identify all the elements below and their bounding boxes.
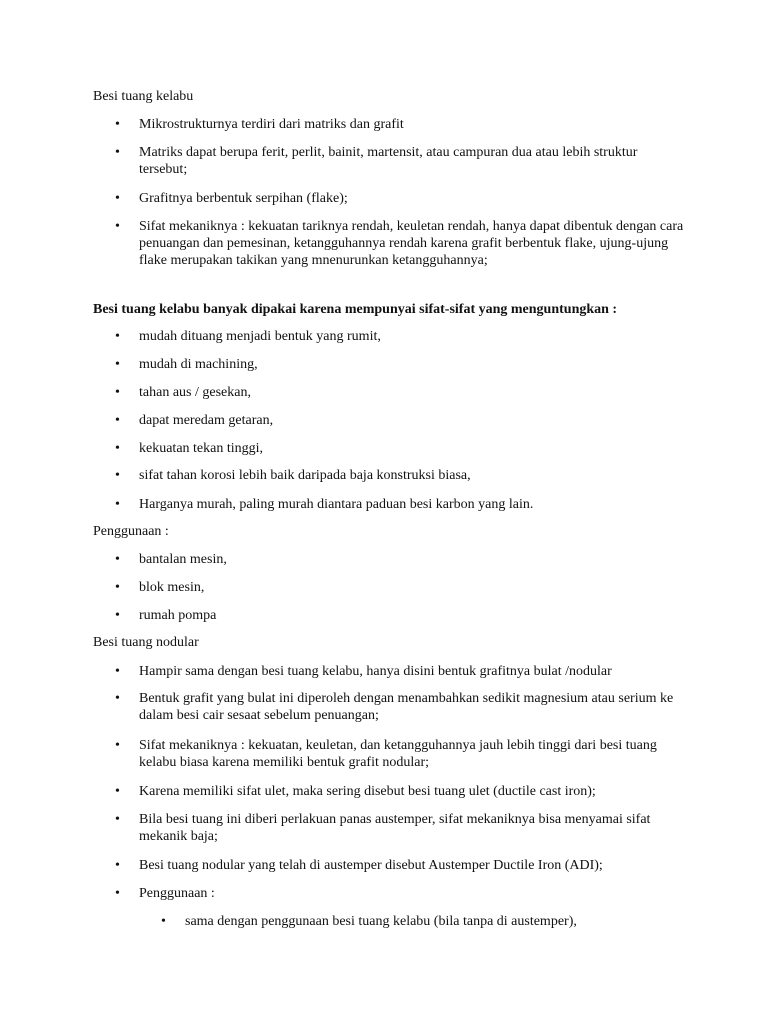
bullet-icon: • [115, 117, 120, 132]
list-item [115, 551, 687, 568]
list-item [115, 607, 687, 624]
bullet-icon: • [115, 784, 120, 799]
advantages-heading: Besi tuang kelabu banyak dipakai karena mempunyai sifat-sifat yang menguntungkan : [93, 302, 618, 317]
list-item-text: Grafitnya berbentuk serpihan (flake); [139, 191, 348, 206]
list-item-text: Sifat mekaniknya : kekuatan, keuletan, dan ketangguhannya jauh lebih tinggi dari besi tuang kelabu biasa karena memiliki bentuk grafit nodular; [139, 738, 657, 770]
bullet-icon: • [115, 691, 120, 706]
bullet-icon: • [115, 812, 120, 827]
list-item-text: Mikrostrukturnya terdiri dari matriks dan grafit [139, 117, 404, 132]
list-item [115, 356, 687, 373]
bullet-icon: • [115, 738, 120, 753]
list-item [115, 737, 687, 771]
bullet-icon: • [115, 580, 120, 595]
list-item [115, 144, 687, 178]
bullet-icon: • [115, 441, 120, 456]
bullet-icon: • [115, 664, 120, 679]
list-item [115, 783, 687, 800]
list-item-text: Karena memiliki sifat ulet, maka sering disebut besi tuang ulet (ductile cast iron); [139, 784, 596, 799]
bullet-icon: • [115, 357, 120, 372]
list-item-text: mudah dituang menjadi bentuk yang rumit, [139, 329, 381, 344]
list-item-text: sifat tahan korosi lebih baik daripada baja konstruksi biasa, [139, 468, 471, 483]
list-item-text: Penggunaan : [139, 886, 215, 901]
bullet-icon: • [115, 413, 120, 428]
list-item [115, 467, 687, 484]
list-item-text: Besi tuang nodular yang telah di austemper disebut Austemper Ductile Iron (ADI); [139, 858, 603, 873]
bullet-icon: • [115, 385, 120, 400]
bullet-icon: • [115, 468, 120, 483]
bullet-icon: • [115, 858, 120, 873]
list-item-text: Hampir sama dengan besi tuang kelabu, hanya disini bentuk grafitnya bulat /nodular [139, 664, 612, 679]
bullet-icon: • [115, 608, 120, 623]
list-item [115, 328, 687, 345]
list-item [115, 190, 687, 207]
section-title-grey-cast-iron: Besi tuang kelabu [93, 89, 194, 104]
bullet-icon: • [115, 145, 120, 160]
list-item-text: sama dengan penggunaan besi tuang kelabu (bila tanpa di austemper), [185, 914, 577, 929]
list-item [115, 218, 687, 269]
list-item-text: mudah di machining, [139, 357, 258, 372]
bullet-icon: • [115, 191, 120, 206]
bullet-icon: • [115, 329, 120, 344]
list-item [115, 690, 687, 724]
list-item [115, 811, 687, 845]
bullet-icon: • [161, 914, 166, 929]
list-item [115, 412, 687, 429]
list-item-text: rumah pompa [139, 608, 217, 623]
list-item-text: Matriks dapat berupa ferit, perlit, bainit, martensit, atau campuran dua atau lebih struktur tersebut; [139, 145, 638, 177]
list-item [115, 885, 687, 902]
list-item-text: bantalan mesin, [139, 552, 227, 567]
list-item-text: Harganya murah, paling murah diantara paduan besi karbon yang lain. [139, 497, 534, 512]
bullet-icon: • [115, 219, 120, 234]
list-item-text: Bentuk grafit yang bulat ini diperoleh dengan menambahkan sedikit magnesium atau serium ke dalam besi cair sesaat sebelum penuangan; [139, 691, 674, 723]
list-item-text: blok mesin, [139, 580, 205, 595]
bullet-icon: • [115, 497, 120, 512]
section-title-nodular-cast-iron: Besi tuang nodular [93, 635, 199, 650]
list-item [115, 496, 687, 513]
list-item-text: Sifat mekaniknya : kekuatan tariknya rendah, keuletan rendah, hanya dapat dibentuk dengan cara penuangan dan pemesinan, ketangguhannya rendah karena grafit berbentuk flake, ujung-ujung flake merupakan takikan yang mnenurunkan ketangguhannya; [139, 219, 684, 268]
list-item [115, 857, 687, 874]
list-item [115, 440, 687, 457]
nested-list-item [161, 913, 681, 930]
list-item [115, 663, 687, 680]
list-item-text: dapat meredam getaran, [139, 413, 274, 428]
list-item [115, 579, 687, 596]
list-item-text: kekuatan tekan tinggi, [139, 441, 264, 456]
list-item-text: tahan aus / gesekan, [139, 385, 251, 400]
list-item [115, 384, 687, 401]
list-item [115, 116, 687, 133]
list-item-text: Bila besi tuang ini diberi perlakuan panas austemper, sifat mekaniknya bisa menyamai sifat mekanik baja; [139, 812, 651, 844]
bullet-icon: • [115, 552, 120, 567]
usage-heading: Penggunaan : [93, 524, 169, 539]
bullet-icon: • [115, 886, 120, 901]
